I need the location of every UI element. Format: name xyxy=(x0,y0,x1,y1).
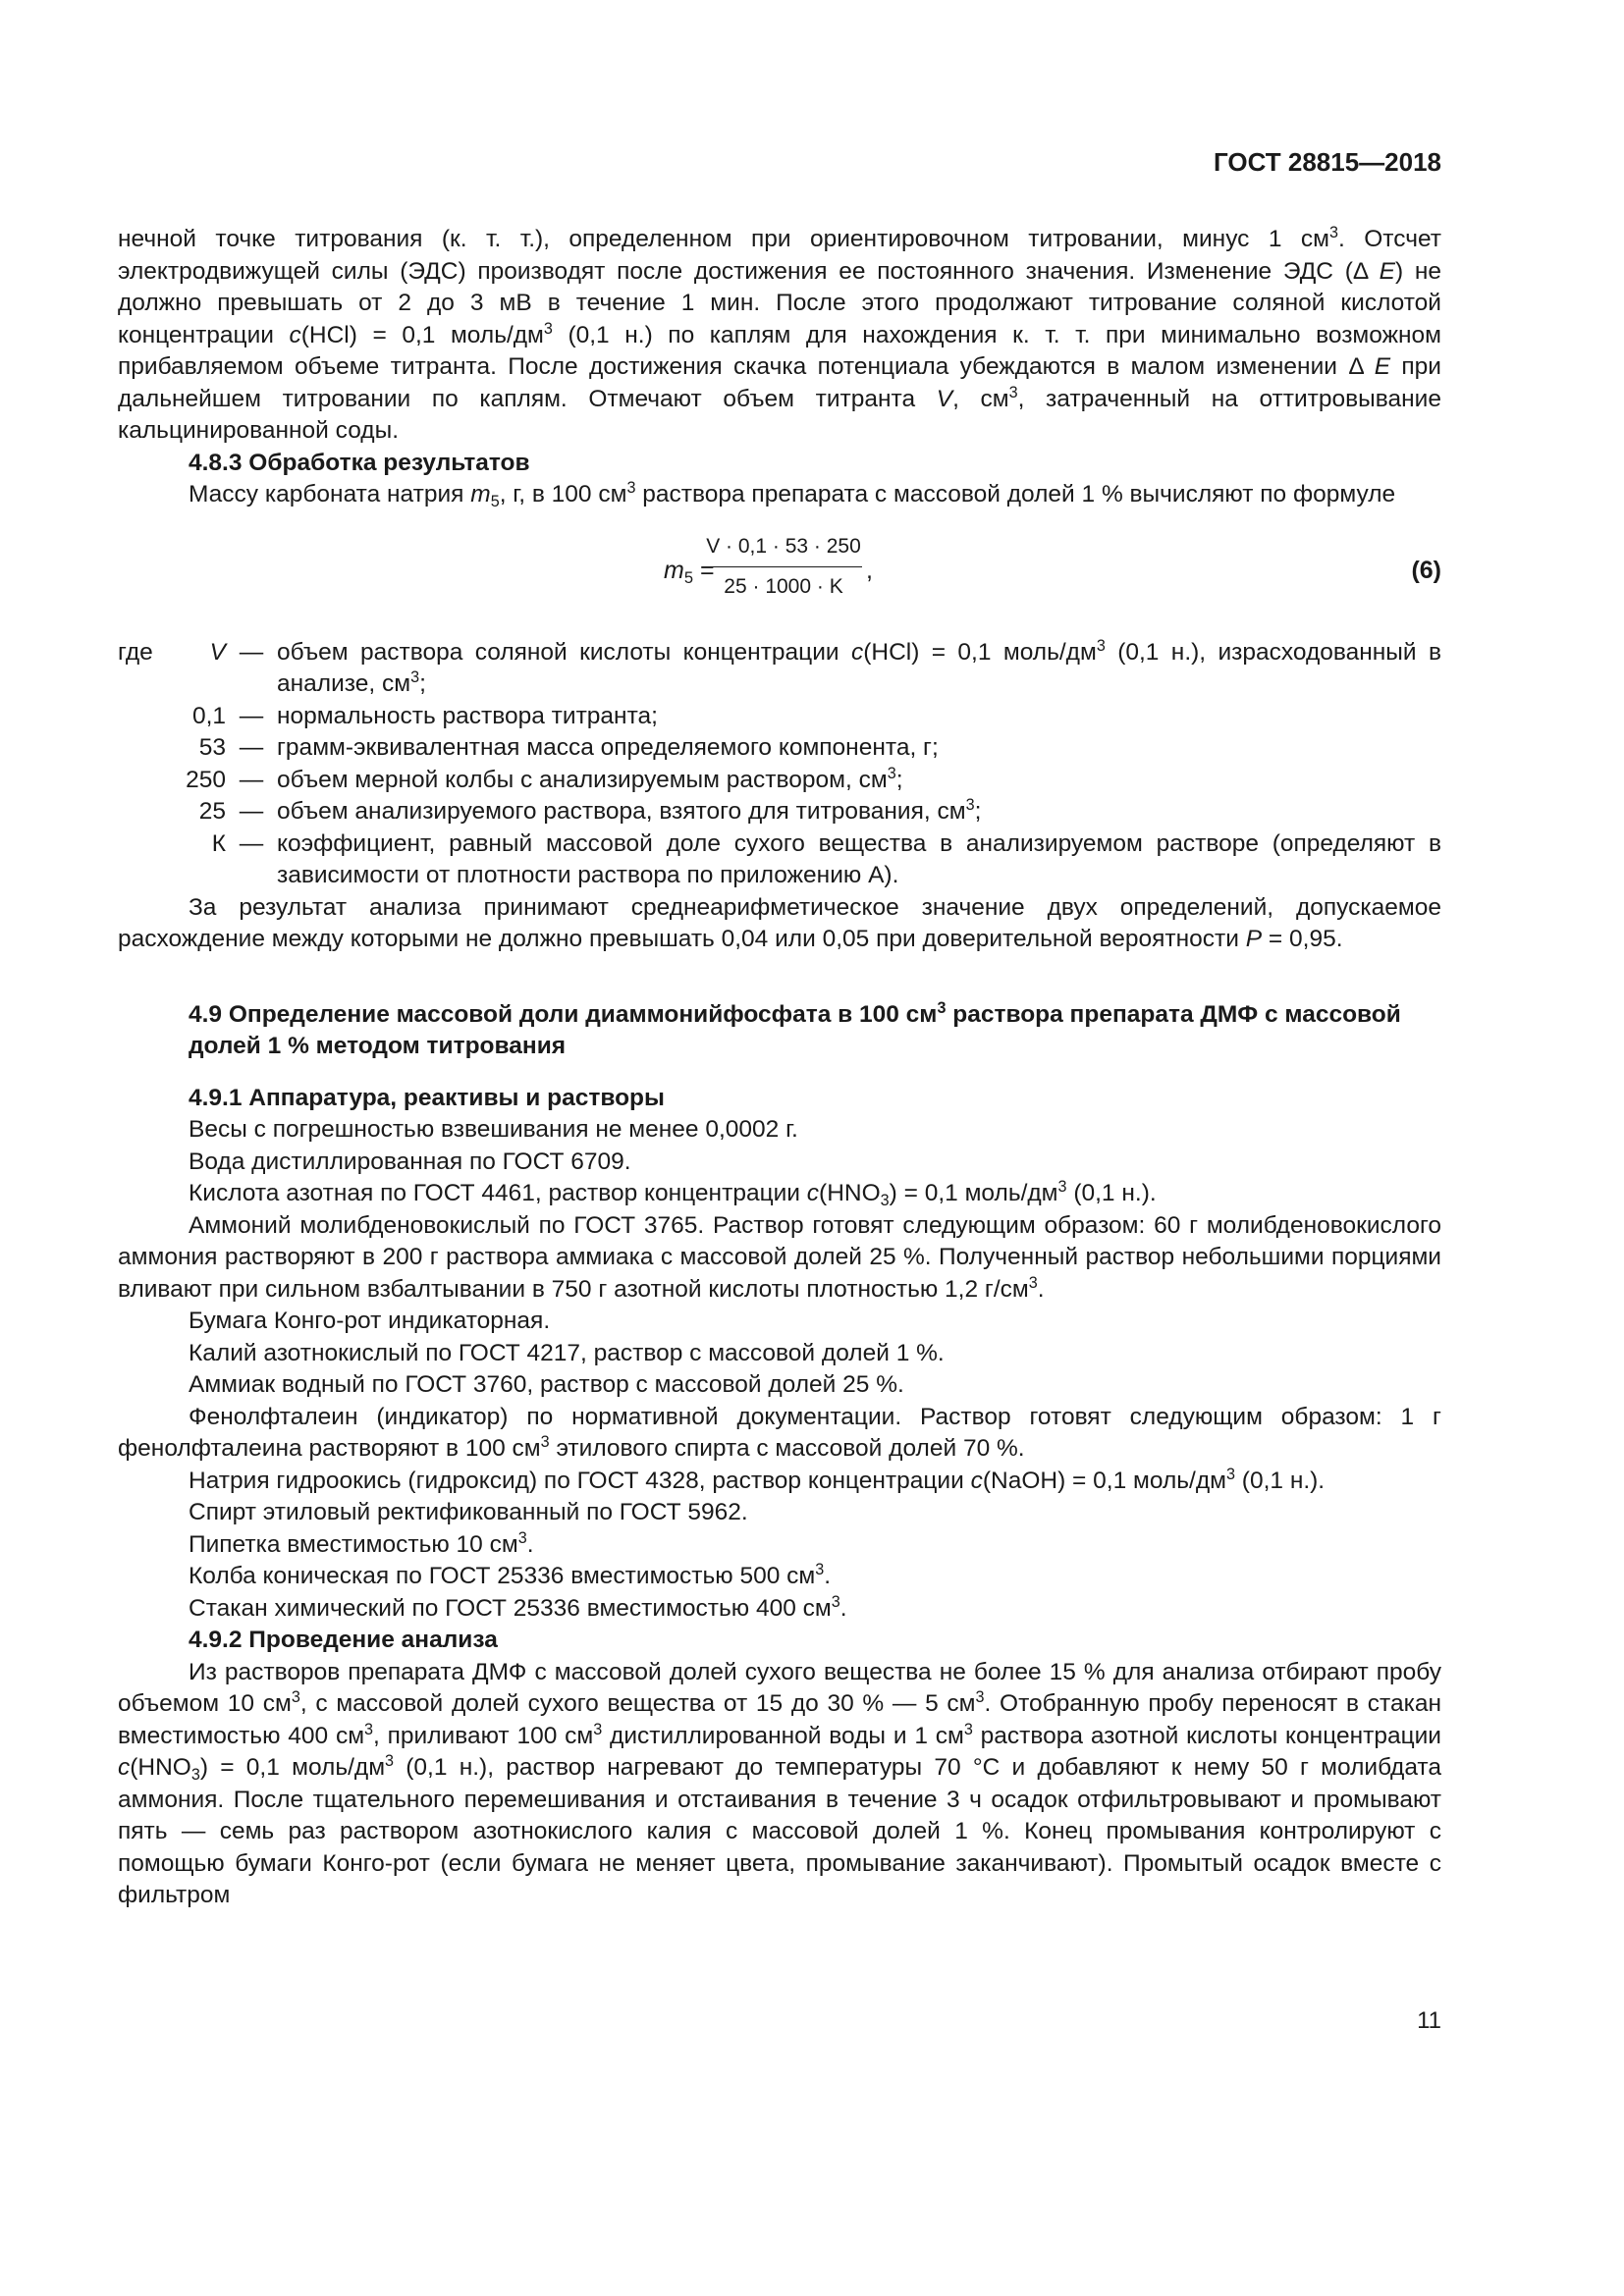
where-symbol: 25 xyxy=(198,798,226,825)
page-number: 11 xyxy=(1417,2007,1441,2034)
section-4-8-3-title: 4.8.3 Обработка результатов xyxy=(189,449,530,476)
result-paragraph: За результат анализа принимают среднеарифметическое значение двух определений, допускаемое расхождение между которыми не должно превышать 0,04 или 0,05 при доверительной вероятности P = 0,95. xyxy=(118,893,1441,952)
where-symbol: 0,1 xyxy=(191,702,226,729)
document-header-id: ГОСТ 28815—2018 xyxy=(1214,147,1441,177)
reagent-item: Аммоний молибденовокислый по ГОСТ 3765. Раствор готовят следующим образом: 60 г молибденовокислого аммония растворяют в 200 г раствора аммиака с массовой долей 25 %. Полученный раствор небольшими порциями вливают при сильном взбалтывании в 750 г азотной кислоты плотностью 1,2 $г/см^3$. xyxy=(118,1211,1441,1303)
formula-comma: , xyxy=(866,556,873,584)
document-page xyxy=(118,0,1441,2296)
intro-paragraph: нечной точке титрования (к. т. т.), определенном при ориентировочном титровании, минус 1 $см^3$. Отсчет электродвижущей силы (ЭДС) производят после достижения ее постоянного значения. Изменение ЭДС (Δ E) не должно превышать от 2 до 3 мВ в течение 1 мин. После этого продолжают титрование соляной кислотой концентрации c(HCl) = 0,1 моль/$дм^3$ (0,1 н.) по каплям для нахождения к. т. т. при минимально возможном прибавляемом объеме титранта. После достижения скачка потенциала убеждаются в малом изменении Δ E при дальнейшем титровании по каплям. Отмечают объем титранта V, $см^3$, затраченный на оттитровывание кальцинированной соды. xyxy=(118,224,1442,444)
where-item: 53 — грамм-эквивалентная масса определяемого компонента, г; xyxy=(118,732,1441,765)
formula-numerator: V · 0,1 · 53 · 250 xyxy=(705,531,862,568)
section-4-9-2-text: Из растворов препарата ДМФ с массовой долей сухого вещества не более 15 % для анализа отбирают пробу объемом 10 $см^3$, с массовой долей сухого вещества от 15 до 30 % — 5 $см^3$. Отобранную пробу переносят в стакан вместимостью 400 $см^3$, приливают 100 $см^3$ дистиллированной воды и 1 $см^3$ раствора азотной кислоты концентрации $c(HNO_3) = 0,1$ моль/$дм^3$ (0,1 н.), раствор нагревают до температуры 70 °С и добавляют к нему 50 г молибдата аммония. После тщательного перемешивания и отстаивания в течение 3 ч осадок отфильтровывают и промывают пять — семь раз раствором азотнокислого калия с массовой долей 1 %. Конец промывания контролируют с помощью бумаги Конго-рот (если бумага не меняет цвета, промывание заканчивают). Промытый осадок вместе с фильтром xyxy=(118,1658,1441,1908)
where-item: где V — объем раствора соляной кислоты концентрации c(HCl) = 0,1 моль/$дм^3$ (0,1 н.), израсходованный в анализе, $см^3$; xyxy=(118,637,1441,701)
reagent-item: Аммиак водный по ГОСТ 3760, раствор с массовой долей 25 %. xyxy=(189,1371,904,1398)
reagent-item: Натрия гидроокись (гидроксид) по ГОСТ 4328, раствор концентрации c(NaOH) = 0,1 моль/$дм^3$ (0,1 н.). xyxy=(189,1465,1326,1494)
formula-denominator: 25 · 1000 · K xyxy=(724,575,843,598)
formula-fraction xyxy=(705,531,862,604)
where-item: 0,1 — нормальность раствора титранта; xyxy=(118,701,1441,733)
reagent-item: Вода дистиллированная по ГОСТ 6709. xyxy=(189,1148,631,1175)
formula-lhs: $m_5$ = xyxy=(664,556,715,587)
where-list xyxy=(118,637,1441,892)
reagent-item: Пипетка вместимостью 10 $см^3$. xyxy=(189,1528,534,1558)
section-4-9-1-title: 4.9.1 Аппаратура, реактивы и растворы xyxy=(189,1084,665,1111)
section-4-8-3-text: Массу карбоната натрия $m_5$, г, в 100 $см^3$ раствора препарата с массовой долей 1 % вычисляют по формуле xyxy=(189,479,1396,510)
reagent-item: Кислота азотная по ГОСТ 4461, раствор концентрации $c(HNO_3) = 0,1$ моль/$дм^3$ (0,1 н.). xyxy=(189,1178,1157,1209)
formula-6 xyxy=(118,523,1441,625)
where-item: 25 — объем анализируемого раствора, взятого для титрования, $см^3$; xyxy=(118,796,1441,828)
where-symbol: К xyxy=(211,829,226,857)
reagent-item: Весы с погрешностью взвешивания не менее 0,0002 г. xyxy=(189,1116,798,1143)
where-symbol: 250 xyxy=(186,766,226,793)
where-item: К — коэффициент, равный массовой доле сухого вещества в анализируемом растворе (определяют в зависимости от плотности раствора по приложению А). xyxy=(118,828,1441,892)
formula-number: (6) xyxy=(1411,556,1441,584)
reagent-item: Спирт этиловый ректификованный по ГОСТ 5962. xyxy=(189,1499,748,1525)
reagent-item: Колба коническая по ГОСТ 25336 вместимостью 500 $см^3$. xyxy=(189,1561,832,1589)
reagent-item: Калий азотнокислый по ГОСТ 4217, раствор с массовой долей 1 %. xyxy=(189,1339,945,1366)
section-4-9-2-title: 4.9.2 Проведение анализа xyxy=(189,1627,498,1653)
reagent-item: Бумага Конго-рот индикаторная. xyxy=(189,1308,551,1334)
section-4-9-title: 4.9 Определение массовой доли диаммонийфосфата в 100 $см^3$ раствора препарата ДМФ с массовой долей 1 % методом титрования xyxy=(189,998,1401,1059)
document-body xyxy=(118,224,1441,1912)
reagent-item: Стакан химический по ГОСТ 25336 вместимостью 400 $см^3$. xyxy=(189,1592,847,1622)
reagent-item: Фенолфталеин (индикатор) по нормативной документации. Раствор готовят следующим образом: 1 г фенолфталеина растворяют в 100 $см^3$ этилового спирта с массовой долей 70 %. xyxy=(118,1403,1441,1462)
where-symbol: где V xyxy=(118,638,226,666)
where-item: 250 — объем мерной колбы с анализируемым раствором, $см^3$; xyxy=(118,765,1441,797)
where-symbol: 53 xyxy=(198,734,226,761)
